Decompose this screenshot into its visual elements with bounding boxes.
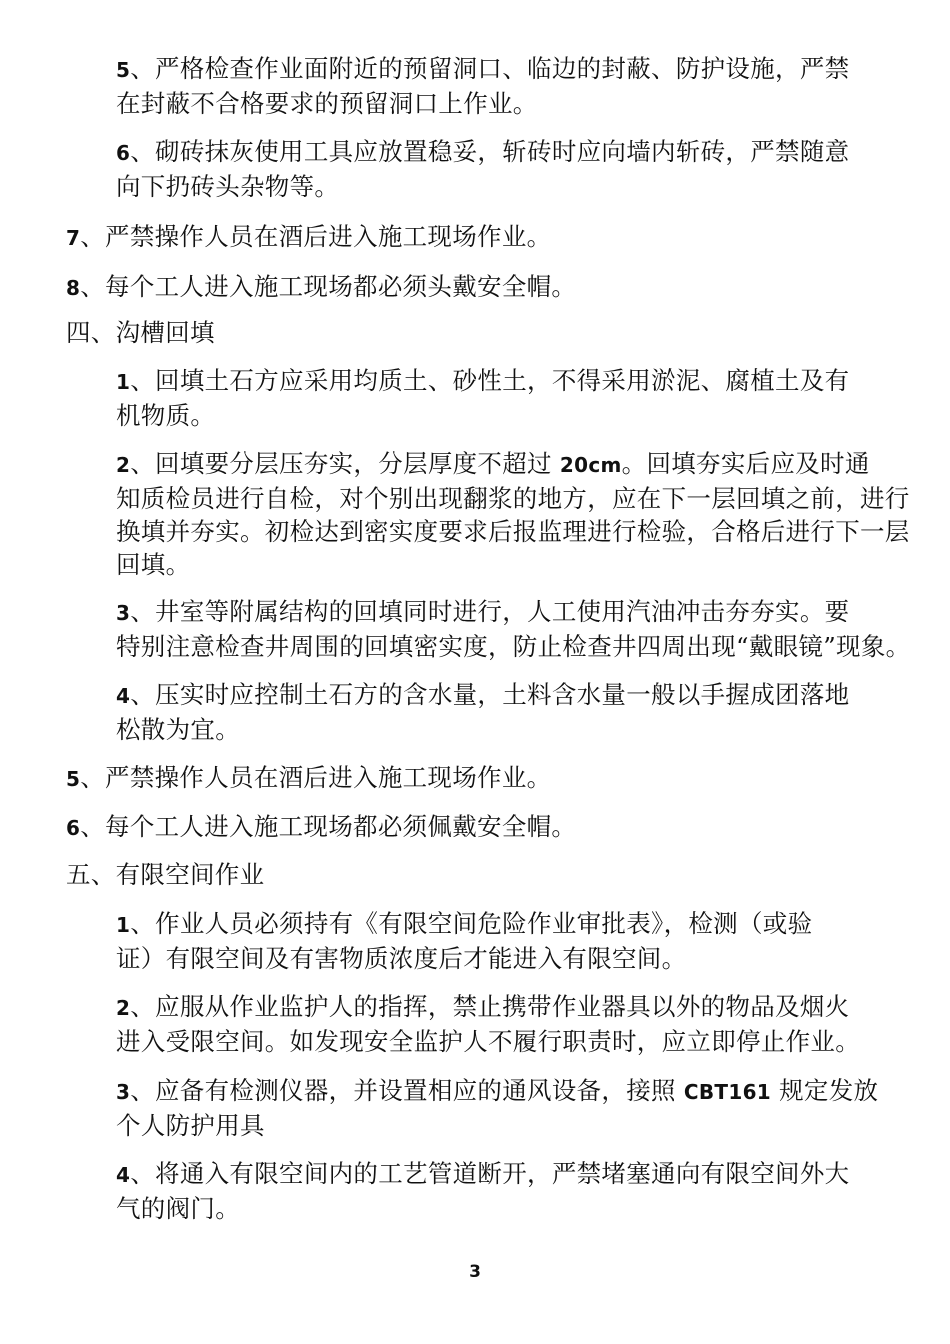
line-text: 回填。 (116, 550, 191, 579)
text-line (66, 1109, 891, 1142)
paragraph (66, 907, 891, 975)
text-line (66, 1157, 891, 1192)
line-text: 、每个工人进入施工现场都必须佩戴安全帽。 (80, 812, 577, 841)
text-line (66, 678, 891, 713)
paragraph (66, 1074, 891, 1142)
text-line (66, 858, 891, 891)
text-line (66, 515, 910, 548)
line-text: 进入受限空间。如发现安全监护人不履行职责时，应立即停止作业。 (116, 1027, 860, 1056)
item-number: 6 (66, 816, 81, 840)
line-text: 在封蔽不合格要求的预留洞口上作业。 (116, 89, 538, 118)
line-text: 五、有限空间作业 (66, 860, 265, 889)
item-number: 3 (116, 601, 131, 625)
line-text: 、井室等附属结构的回填同时进行，人工使用汽油冲击夯夯实。要 (130, 597, 850, 626)
line-text: 机物质。 (116, 401, 216, 430)
line-text: 、每个工人进入施工现场都必须头戴安全帽。 (80, 272, 577, 301)
line-text: 换填并夯实。初检达到密实度要求后报监理进行检验，合格后进行下一层 (116, 517, 910, 546)
paragraph (66, 447, 910, 581)
line-text: 松散为宜。 (116, 715, 240, 744)
paragraph (66, 858, 891, 891)
text-line (66, 447, 891, 482)
text-line (66, 990, 891, 1025)
paragraph (66, 595, 911, 663)
paragraph (66, 364, 891, 432)
text-line (66, 220, 891, 255)
item-number: 2 (116, 996, 131, 1020)
line-text: 特别注意检查井周围的回填密实度，防止检查井四周出现“戴眼镜”现象。 (116, 632, 911, 661)
line-text: 证）有限空间及有害物质浓度后才能进入有限空间。 (116, 944, 687, 973)
paragraph (66, 990, 891, 1058)
paragraph (66, 810, 891, 845)
line-text: 。回填夯实后应及时通 (621, 449, 870, 478)
text-line (66, 1074, 891, 1109)
line-text: 规定发放 (771, 1076, 879, 1105)
item-number: 20cm (559, 453, 622, 477)
line-text: 、回填要分层压夯实，分层厚度不超过 (130, 449, 560, 478)
text-line (66, 170, 891, 203)
text-line (66, 761, 891, 796)
paragraph (66, 220, 891, 255)
line-text: 、将通入有限空间内的工艺管道断开，严禁堵塞通向有限空间外大 (130, 1159, 850, 1188)
text-line (66, 713, 891, 746)
text-line (66, 270, 891, 305)
item-number: 8 (66, 276, 81, 300)
line-text: 、作业人员必须持有《有限空间危险作业审批表》，检测（或验 (130, 909, 813, 938)
text-line (66, 630, 911, 663)
text-line (66, 399, 891, 432)
item-number: 6 (116, 141, 131, 165)
page-number: 3 (469, 1262, 481, 1282)
item-number: 1 (116, 370, 131, 394)
line-text: 、应服从作业监护人的指挥，禁止携带作业器具以外的物品及烟火 (130, 992, 850, 1021)
line-text: 个人防护用具 (116, 1111, 265, 1140)
item-number: CBT161 (683, 1080, 772, 1104)
item-number: 2 (116, 453, 131, 477)
text-line (66, 364, 891, 399)
item-number: 3 (116, 1080, 131, 1104)
line-text: 、严禁操作人员在酒后进入施工现场作业。 (80, 222, 552, 251)
line-text: 向下扔砖头杂物等。 (116, 172, 340, 201)
line-text: 四、沟槽回填 (66, 318, 215, 347)
text-line (66, 482, 910, 515)
line-text: 、严禁操作人员在酒后进入施工现场作业。 (80, 763, 552, 792)
text-line (66, 548, 891, 581)
text-line (66, 1192, 891, 1225)
text-line (66, 942, 891, 975)
line-text: 、砌砖抹灰使用工具应放置稳妥，斩砖时应向墙内斩砖，严禁随意 (130, 137, 850, 166)
line-text: 、严格检查作业面附近的预留洞口、临边的封蔽、防护设施，严禁 (130, 54, 850, 83)
line-text: 知质检员进行自检，对个别出现翻浆的地方，应在下一层回填之前，进行 (116, 484, 910, 513)
item-number: 1 (116, 913, 131, 937)
text-line (66, 595, 891, 630)
text-line (66, 52, 891, 87)
text-line (66, 316, 891, 349)
paragraph (66, 270, 891, 305)
line-text: 、应备有检测仪器，并设置相应的通风设备，接照 (130, 1076, 684, 1105)
paragraph (66, 135, 891, 203)
paragraph (66, 678, 891, 746)
paragraph (66, 52, 891, 120)
text-line (66, 810, 891, 845)
item-number: 4 (116, 1163, 131, 1187)
item-number: 5 (116, 58, 131, 82)
line-text: 、回填土石方应采用均质土、砂性土，不得采用淤泥、腐植土及有 (130, 366, 850, 395)
item-number: 4 (116, 684, 131, 708)
line-text: 、压实时应控制土石方的含水量，土料含水量一般以手握成团落地 (130, 680, 850, 709)
paragraph (66, 1157, 891, 1225)
item-number: 5 (66, 767, 81, 791)
text-line (66, 87, 891, 120)
paragraph (66, 761, 891, 796)
text-line (66, 135, 891, 170)
item-number: 7 (66, 226, 81, 250)
text-line (66, 1025, 891, 1058)
paragraph (66, 316, 891, 349)
text-line (66, 907, 891, 942)
line-text: 气的阀门。 (116, 1194, 240, 1223)
